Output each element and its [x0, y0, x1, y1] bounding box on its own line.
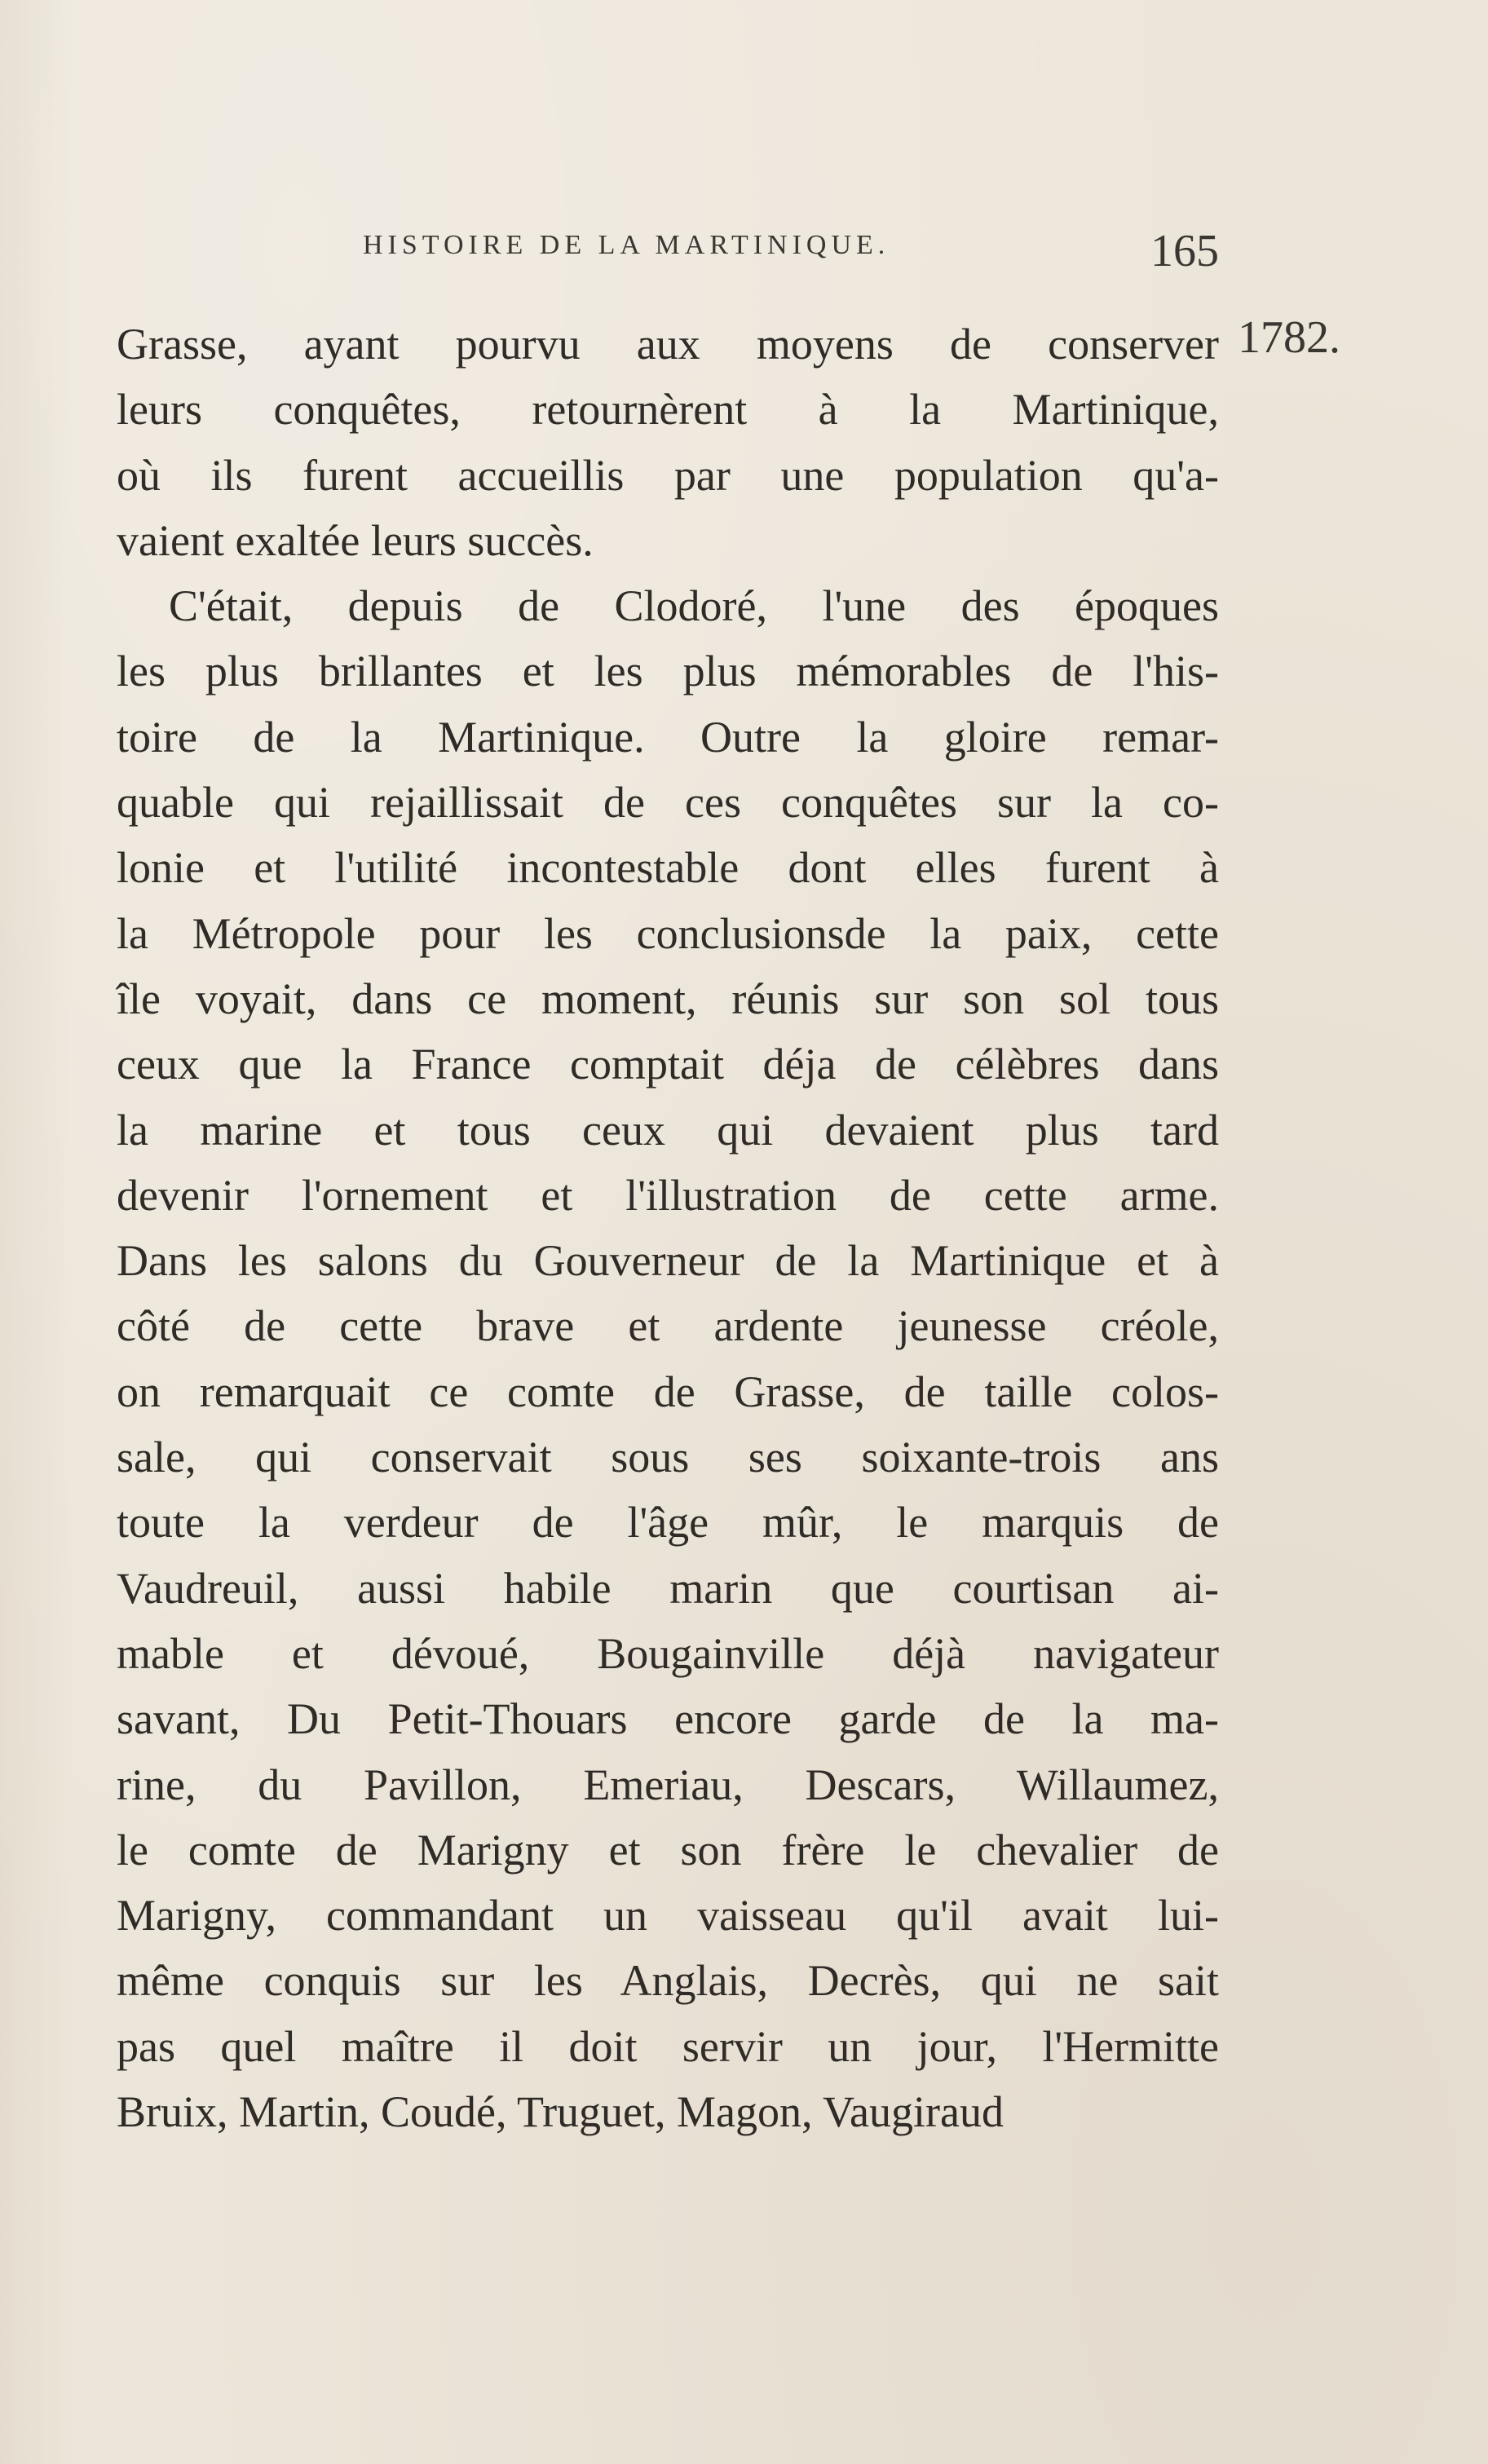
text-line: savant, Du Petit-Thouars encore garde de la ma-	[117, 1694, 1219, 1744]
text-line: Grasse, ayant pourvu aux moyens de conserver	[117, 320, 1219, 369]
body-text	[117, 311, 1219, 2144]
text-line: Vaudreuil, aussi habile marin que courtisan ai-	[117, 1563, 1219, 1613]
text-line: mable et dévoué, Bougainville déjà navigateur	[117, 1628, 1219, 1678]
text-line: vaient exaltée leurs succès.	[117, 515, 594, 565]
text-line: pas quel maître il doit servir un jour, l'Hermitte	[117, 2021, 1219, 2071]
text-line: le comte de Marigny et son frère le chevalier de	[117, 1825, 1219, 1874]
text-line: la marine et tous ceux qui devaient plus tard	[117, 1105, 1219, 1155]
text-line: sale, qui conservait sous ses soixante-trois ans	[117, 1433, 1219, 1482]
text-line: côté de cette brave et ardente jeunesse créole,	[117, 1301, 1219, 1351]
text-line: on remarquait ce comte de Grasse, de taille colos-	[117, 1367, 1219, 1416]
text-line: où ils furent accueillis par une population qu'a-	[117, 450, 1219, 500]
text-line: la Métropole pour les conclusionsde la paix, cette	[117, 908, 1219, 958]
text-line: île voyait, dans ce moment, réunis sur son sol tous	[117, 974, 1219, 1023]
text-line: leurs conquêtes, retournèrent à la Martinique,	[117, 385, 1219, 435]
text-line: toute la verdeur de l'âge mûr, le marquis de	[117, 1498, 1219, 1548]
text-line: rine, du Pavillon, Emeriau, Descars, Willaumez,	[117, 1760, 1219, 1809]
text-line: devenir l'ornement et l'illustration de cette arme.	[117, 1170, 1219, 1220]
page-header	[363, 226, 1219, 279]
text-line: ceux que la France comptait déja de célèbres dans	[117, 1040, 1219, 1089]
text-line: C'était, depuis de Clodoré, l'une des époques	[169, 581, 1219, 631]
page-gutter-shadow	[0, 0, 73, 2464]
page-number: 165	[1150, 226, 1219, 276]
text-line: lonie et l'utilité incontestable dont elles furent à	[117, 843, 1219, 893]
text-line: toire de la Martinique. Outre la gloire remar-	[117, 712, 1219, 762]
text-line: les plus brillantes et les plus mémorables de l'his-	[117, 647, 1219, 696]
margin-year-note: 1782.	[1238, 312, 1340, 363]
text-line: Dans les salons du Gouverneur de la Martinique et à	[117, 1236, 1219, 1286]
text-line: Marigny, commandant un vaisseau qu'il avait lui-	[117, 1891, 1219, 1941]
running-head: HISTOIRE DE LA MARTINIQUE.	[363, 230, 890, 260]
text-line: même conquis sur les Anglais, Decrès, qui ne sait	[117, 1956, 1219, 2006]
text-line: Bruix, Martin, Coudé, Truguet, Magon, Vaugiraud	[117, 2087, 1004, 2137]
text-line: quable qui rejaillissait de ces conquêtes sur la co-	[117, 778, 1219, 828]
